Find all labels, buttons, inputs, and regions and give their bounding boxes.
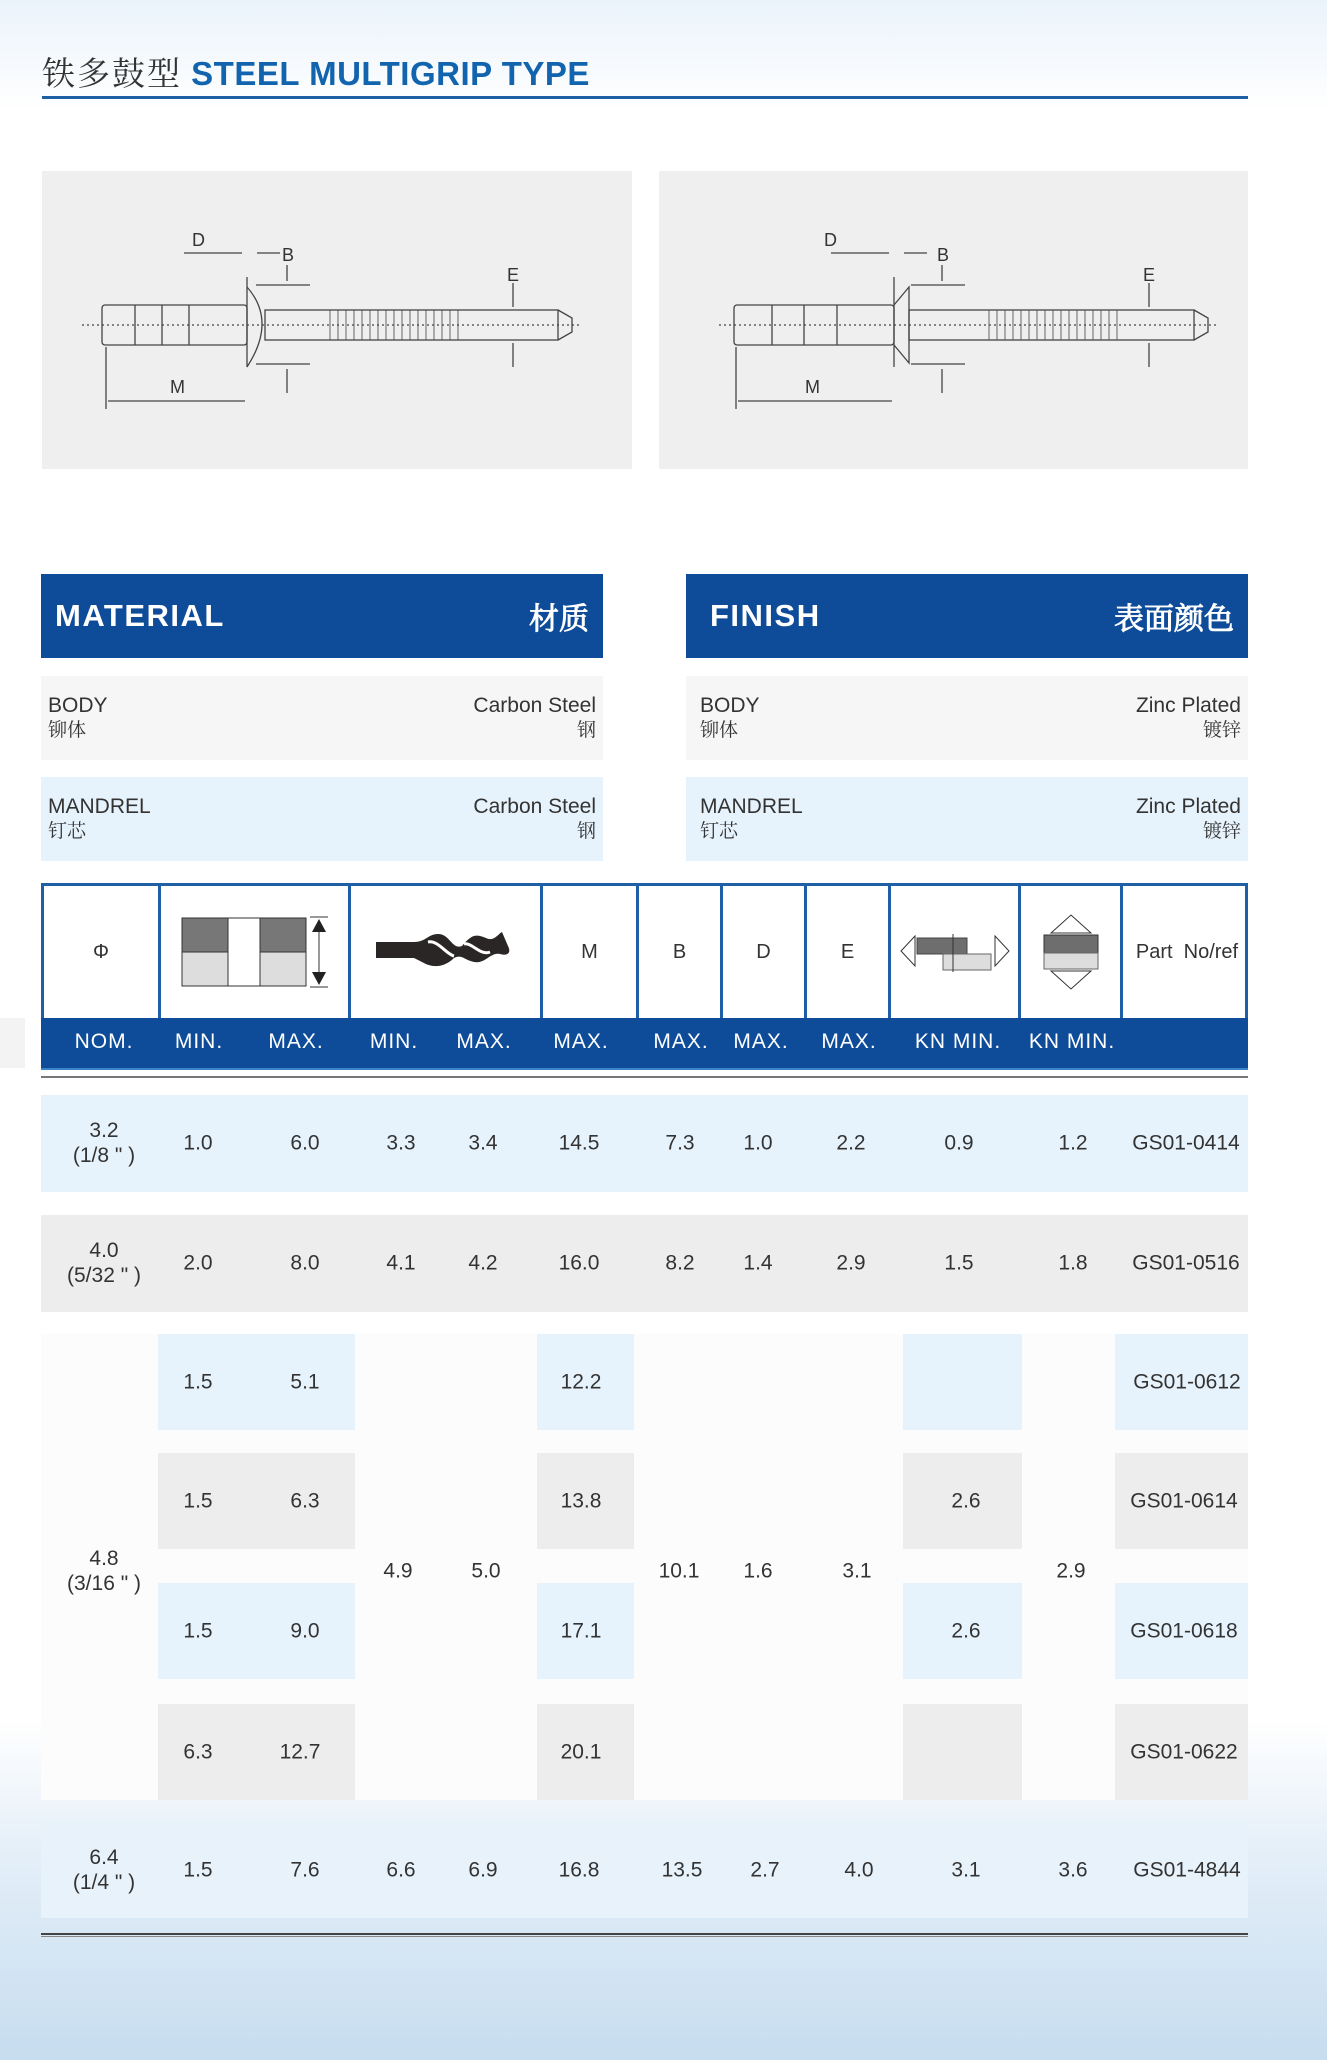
table-row: 6.4 (1/4 " ) 1.5 7.6 6.6 6.9 16.8 13.5 2.7 4.0 3.1 3.6 GS01-4844 — [41, 1822, 1248, 1918]
finish-title-en: FINISH — [710, 598, 821, 633]
diameter-symbol: Φ — [93, 940, 109, 963]
b-column-label: B — [672, 940, 687, 963]
dome-head-rivet-diagram — [42, 171, 632, 469]
svg-text:B: B — [937, 245, 950, 265]
d-column-label: D — [756, 940, 771, 963]
finish-header — [686, 574, 1248, 658]
drill-bit-icon — [351, 886, 540, 1018]
e-column-label: E — [840, 940, 855, 963]
material-row-body: BODY 铆体 Carbon Steel 钢 — [41, 676, 603, 760]
svg-text:D: D — [192, 230, 205, 250]
material-title-en: MATERIAL — [55, 598, 225, 633]
svg-text:D: D — [824, 230, 837, 250]
countersunk-rivet-diagram — [659, 171, 1248, 469]
rivet-drawing-icon — [659, 171, 1248, 469]
material-row-mandrel: MANDREL 钉芯 Carbon Steel 钢 — [41, 777, 603, 861]
material-header — [41, 574, 603, 658]
svg-text:M: M — [170, 377, 185, 397]
page-title-en: STEEL MULTIGRIP TYPE — [191, 55, 590, 92]
side-tab-decoration — [0, 1018, 25, 1068]
svg-text:E: E — [1143, 265, 1156, 285]
spec-table-subheader: NOM. MIN. MAX. MIN. MAX. MAX. MAX. MAX. MAX. KN MIN. KN MIN. — [41, 1018, 1248, 1070]
svg-text:B: B — [282, 245, 295, 265]
finish-row-mandrel: MANDREL 钉芯 Zinc Plated 镀锌 — [686, 777, 1248, 861]
table-row: 3.2 (1/8 " ) 1.0 6.0 3.3 3.4 14.5 7.3 1.0 2.2 0.9 1.2 GS01-0414 — [41, 1095, 1248, 1192]
page-title — [42, 54, 590, 94]
finish-row-body: BODY 铆体 Zinc Plated 镀锌 — [686, 676, 1248, 760]
table-row-group-4-8: 4.8 (3/16 " ) 4.9 5.0 10.1 1.6 3.1 2.9 1.5 5.1 12.2 GS01-0612 1.5 6.3 13.8 2.6 GS01-0614 1.5 9.0 17.1 2.6 GS01-0618 6.3 12.7 20.1 GS01-0622 — [41, 1334, 1248, 1800]
tensile-strength-icon — [1021, 886, 1120, 1018]
svg-text:M: M — [805, 377, 820, 397]
spec-table-header — [41, 883, 1248, 1018]
part-number-label: Part No/ref — [1135, 940, 1239, 963]
svg-text:E: E — [507, 265, 520, 285]
title-underline — [42, 96, 1248, 99]
shear-strength-icon — [891, 886, 1018, 1018]
material-title-zh: 材质 — [529, 602, 589, 637]
header-divider — [41, 1076, 1248, 1078]
finish-title-zh: 表面颜色 — [1114, 602, 1234, 637]
grip-range-icon — [161, 886, 348, 1018]
table-row: 4.0 (5/32 " ) 2.0 8.0 4.1 4.2 16.0 8.2 1.4 2.9 1.5 1.8 GS01-0516 — [41, 1215, 1248, 1312]
m-column-label: M — [581, 940, 598, 963]
table-bottom-rule — [41, 1933, 1248, 1937]
page-title-zh: 铁多鼓型 — [42, 54, 182, 93]
rivet-drawing-icon — [42, 171, 632, 469]
